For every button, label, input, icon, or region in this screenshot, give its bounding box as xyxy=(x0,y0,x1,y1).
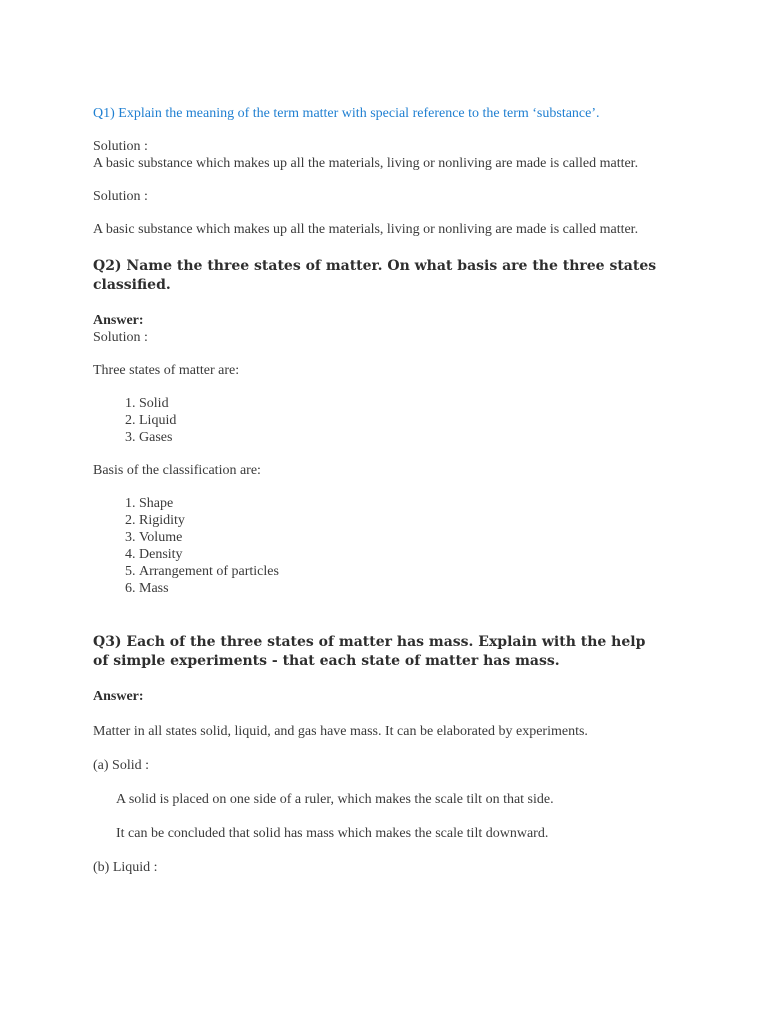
q1-solution-label-1: Solution : xyxy=(93,139,148,154)
list-item: 1. Solid xyxy=(139,395,663,412)
states-list xyxy=(93,395,663,446)
list-item: 4. Density xyxy=(139,546,663,563)
list-item: 2. Liquid xyxy=(139,412,663,429)
list-item: 1. Shape xyxy=(139,495,663,512)
q3-question: Q3) Each of the three states of matter has mass. Explain with the help of simple experiments - that each state of matter has mass. xyxy=(93,634,646,669)
list-item: 2. Rigidity xyxy=(139,512,663,529)
list-item: 3. Gases xyxy=(139,429,663,446)
list-item: 3. Volume xyxy=(139,529,663,546)
q3-answer-label: Answer: xyxy=(93,689,144,704)
list-item: 5. Arrangement of particles xyxy=(139,563,663,580)
q1-question: Q1) Explain the meaning of the term matter with special reference to the term ‘substance’. xyxy=(93,106,600,121)
q3-solid-text-1: A solid is placed on one side of a ruler, which makes the scale tilt on that side. xyxy=(116,792,554,807)
q3-intro: Matter in all states solid, liquid, and gas have mass. It can be elaborated by experiments. xyxy=(93,724,588,739)
document-page xyxy=(93,105,663,876)
q3-liquid-label: (b) Liquid : xyxy=(93,860,158,875)
q1-solution-text-2: A basic substance which makes up all the materials, living or nonliving are made is called matter. xyxy=(93,222,639,237)
q1-solution-text-1: A basic substance which makes up all the materials, living or nonliving are made is called matter. xyxy=(93,156,639,171)
q2-solution-label: Solution : xyxy=(93,330,148,345)
q3-solid-text-2: It can be concluded that solid has mass which makes the scale tilt downward. xyxy=(116,826,549,841)
q2-states-intro: Three states of matter are: xyxy=(93,363,240,378)
q3-solid-label: (a) Solid : xyxy=(93,758,149,773)
q2-answer-label: Answer: xyxy=(93,313,144,328)
q1-solution-label-2: Solution : xyxy=(93,189,148,204)
list-item: 6. Mass xyxy=(139,580,663,597)
q2-basis-intro: Basis of the classification are: xyxy=(93,463,261,478)
q2-question: Q2) Name the three states of matter. On what basis are the three states classified. xyxy=(93,258,657,293)
basis-list xyxy=(93,495,663,597)
